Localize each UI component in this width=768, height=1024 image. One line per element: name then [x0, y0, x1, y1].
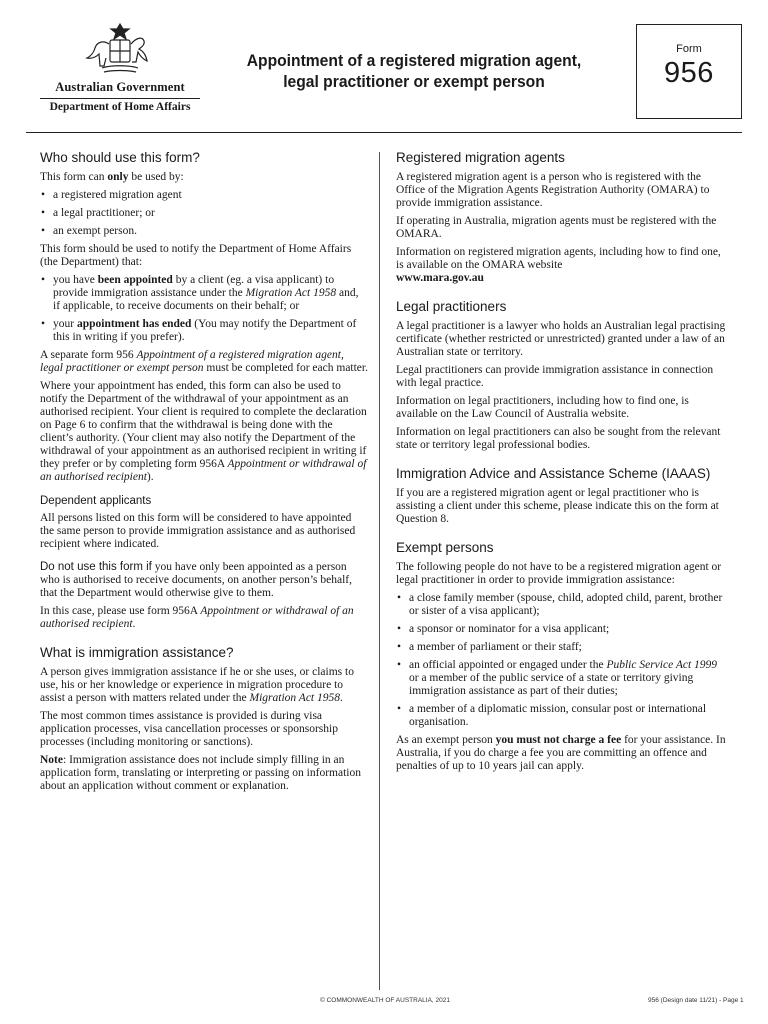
list-item: • a close family member (spouse, child, adopted child, parent, brother or sister of a visa applicant); — [396, 592, 726, 618]
right-column — [396, 150, 726, 778]
what-text: A person gives immigration assistance if he or she uses, or claims to use, his or her knowledge or experience in migration procedure to assist a person with matters related under the Migration Act 1958. — [40, 666, 354, 704]
who-intro: This form can only be used by: — [40, 171, 184, 183]
list-item: • a sponsor or nominator for a visa applicant; — [396, 623, 726, 636]
org-name: Australian Government — [55, 80, 185, 94]
page-title — [230, 50, 598, 92]
form-label: Form — [676, 43, 702, 55]
separate-form-note: A separate form 956 Appointment of a registered migration agent, legal practitioner or exempt person must be completed for each matter. — [40, 349, 368, 374]
lp-text-1: A legal practitioner is a lawyer who holds an Australian legal practising certificate (whether restricted or unrestricted) granted under a law of an Australian state or territory. — [396, 320, 726, 358]
list-item: • a legal practitioner; or — [40, 207, 368, 220]
title-line-2: legal practitioner or exempt person — [283, 72, 545, 91]
list-item: • an exempt person. — [40, 225, 368, 238]
title-line-1: Appointment of a registered migration agent, — [246, 51, 582, 70]
exempt-heading: Exempt persons — [396, 540, 494, 555]
left-column — [40, 150, 368, 798]
list-item: • you have been appointed by a client (eg. a visa applicant) to provide immigration assistance under the Migration Act 1958 and, if applicable, to receive documents on their behalf; or — [40, 274, 368, 313]
list-item: • a member of a diplomatic mission, consular post or international organisation. — [396, 703, 726, 729]
form-number-box — [636, 24, 742, 119]
exempt-list — [396, 592, 726, 729]
notify-intro: This form should be used to notify the Department of Home Affairs (the Department) that: — [40, 243, 352, 268]
rma-heading: Registered migration agents — [396, 150, 565, 165]
dependent-text: All persons listed on this form will be considered to have appointed the same person to provide immigration assistance and as authorised recipient where indicated. — [40, 512, 356, 550]
lp-heading: Legal practitioners — [396, 299, 507, 314]
appointment-ended-text: Where your appointment has ended, this form can also be used to notify the Department of the withdrawal of your appointment as an authorised recipient. Your client is required to complete the declaration on Page 6 to confirm that the withdrawal is being done with the client’s authority. (Your client may also notify the Department of the withdrawal of your appointment as an authorised recipient in writing if they prefer or by completing form 956A Appointment or withdrawal of an authorised recipient). — [40, 380, 367, 483]
common-text: The most common times assistance is provided is during visa application processes, visa cancellation processes or sponsorship processes (including monitoring or sanctions). — [40, 710, 338, 748]
lp-text-3: Information on legal practitioners, including how to find one, is available on the Law Council of Australia website. — [396, 395, 689, 420]
rma-text-2: If operating in Australia, migration agents must be registered with the OMARA. — [396, 215, 717, 240]
header-rule — [26, 132, 742, 133]
do-not-use-text: Do not use this form if you have only been appointed as a person who is authorised to receive documents, on another person’s behalf, that the Department would otherwise give to them. — [40, 561, 353, 599]
notify-list — [40, 274, 368, 344]
note-text: Note: Immigration assistance does not include simply filling in an application form, translating or interpreting or passing on information about an application without comment or explanation. — [40, 754, 361, 792]
list-item: • a registered migration agent — [40, 189, 368, 202]
who-list — [40, 189, 368, 238]
omara-url-link[interactable]: www.mara.gov.au — [396, 272, 484, 284]
lp-text-2: Legal practitioners can provide immigration assistance in connection with legal practice. — [396, 364, 714, 389]
who-heading: Who should use this form? — [40, 150, 200, 165]
what-heading: What is immigration assistance? — [40, 645, 234, 660]
footer-copyright: © COMMONWEALTH OF AUSTRALIA, 2021 — [320, 997, 450, 1004]
form-number: 956 — [664, 57, 714, 89]
iaaas-text: If you are a registered migration agent or legal practitioner who is assisting a client under this scheme, please indicate this on the form at Question 8. — [396, 487, 719, 525]
dept-name: Department of Home Affairs — [40, 98, 200, 113]
list-item: • a member of parliament or their staff; — [396, 641, 726, 654]
list-item: • an official appointed or engaged under the Public Service Act 1999 or a member of the public service of a state or territory giving immigration assistance as part of their duties; — [396, 659, 726, 698]
case-text: In this case, please use form 956A Appointment or withdrawal of an authorised recipient. — [40, 605, 354, 630]
fee-text: As an exempt person you must not charge a fee for your assistance. In Australia, if you do charge a fee you are committing an offence and penalties of up to 10 years jail can apply. — [396, 734, 726, 772]
exempt-intro: The following people do not have to be a registered migration agent or legal practitioner in order to provide immigration assistance: — [396, 561, 722, 586]
coat-of-arms-logo — [82, 18, 158, 80]
iaaas-heading: Immigration Advice and Assistance Scheme (IAAAS) — [396, 466, 711, 481]
list-item: • your appointment has ended (You may notify the Department of this in writing if you prefer). — [40, 318, 368, 344]
lp-text-4: Information on legal practitioners can also be sought from the relevant state or territory legal professional bodies. — [396, 426, 721, 451]
dependent-heading: Dependent applicants — [40, 495, 152, 507]
rma-text-3: Information on registered migration agents, including how to find one, is available on the OMARA website www.mara.gov.au — [396, 246, 721, 284]
column-divider — [379, 152, 380, 990]
rma-text-1: A registered migration agent is a person who is registered with the Office of the Migration Agents Registration Authority (OMARA) to provide immigration assistance. — [396, 171, 710, 209]
footer-page-info: 956 (Design date 11/21) - Page 1 — [648, 997, 744, 1004]
